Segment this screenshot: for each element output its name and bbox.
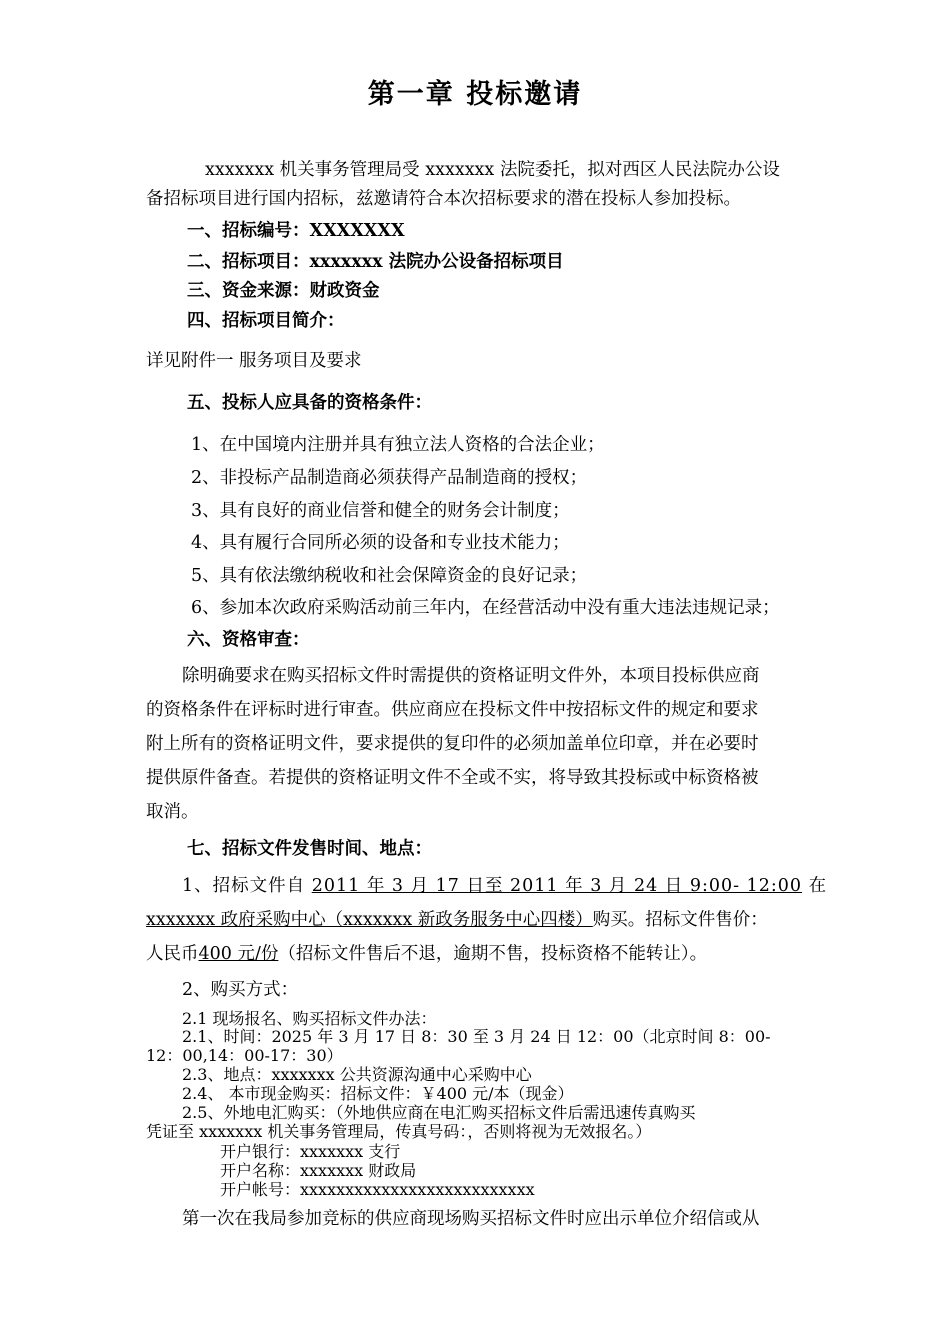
section-bid-project: 二、招标项目：xxxxxxx 法院办公设备招标项目 [187,252,564,272]
chapter-title: 第一章 投标邀请 [367,79,583,110]
review-line: 附上所有的资格证明文件，要求提供的复印件的必须加盖单位印章，并在必要时 [146,734,759,754]
purchase-line: 凭证至 xxxxxxx 机关事务管理局，传真号码：，否则将视为无效报名。） [146,1122,652,1141]
sale-line-3 [146,940,707,965]
purchase-line: 2.1、时间：2025 年 3 月 17 日 8：30 至 3 月 24 日 12：00（北京时间 8：00- [182,1027,771,1046]
review-line: 取消。 [146,802,199,822]
sale-price-label: 购买。招标文件售价： [592,910,768,930]
sale-place: xxxxxxx 政府采购中心（xxxxxxx 新政务服务中心四楼） [146,910,593,930]
purchase-heading: 2、购买方式： [182,980,299,1000]
intro-line-1: xxxxxxx 机关事务管理局受 xxxxxxx 法院委托，拟对西区人民法院办公设 [205,160,780,180]
review-line: 除明确要求在购买招标文件时需提供的资格证明文件外，本项目投标供应商 [182,666,760,686]
sale-date: 2011 年 3 月 17 日至 2011 年 3 月 24 日 9:00- 12:00 [311,876,803,896]
purchase-line: 2.1 现场报名、购买招标文件办法： [182,1009,437,1028]
section-review: 六、资格审查： [187,630,310,650]
purchase-line: 2.5、外地电汇购买：（外地供应商在电汇购买招标文件后需迅速传真购买 [182,1103,696,1122]
sale-price: 400 元/份 [198,944,279,964]
sale-note: （招标文件售后不退，逾期不售，投标资格不能转让）。 [278,944,708,964]
project-intro-body: 详见附件一 服务项目及要求 [146,351,362,371]
intro-line-2: 备招标项目进行国内招标，兹邀请符合本次招标要求的潜在投标人参加投标。 [146,189,741,209]
section-fund-source: 三、资金来源：财政资金 [187,281,380,301]
account-name: 开户名称：xxxxxxx 财政局 [220,1161,417,1180]
section-bid-number: 一、招标编号：XXXXXXX [187,221,405,241]
sale-at: 在 [808,876,828,896]
qualification-item: 4、具有履行合同所必须的设备和专业技术能力； [191,533,570,553]
section-qualifications: 五、投标人应具备的资格条件： [187,393,432,413]
qualification-item: 1、在中国境内注册并具有独立法人资格的合法企业； [191,435,605,455]
sale-currency: 人民币 [146,944,199,964]
section-project-intro: 四、招标项目简介： [187,311,345,331]
last-line: 第一次在我局参加竞标的供应商现场购买招标文件时应出示单位介绍信或从 [182,1209,760,1229]
qualification-item: 5、具有依法缴纳税收和社会保障资金的良好记录； [191,566,588,586]
purchase-line: 2.4、 本市现金购买：招标文件：￥400 元/本（现金） [182,1084,574,1103]
purchase-line: 12：00,14：00-17：30） [146,1046,343,1065]
qualification-item: 3、具有良好的商业信誉和健全的财务会计制度； [191,501,570,521]
purchase-line: 2.3、地点：xxxxxxx 公共资源沟通中心采购中心 [182,1065,532,1084]
sale-intro: 1、招标文件自 [182,876,306,896]
qualification-item: 2、非投标产品制造商必须获得产品制造商的授权； [191,468,588,488]
qualification-item: 6、参加本次政府采购活动前三年内，在经营活动中没有重大违法违规记录； [191,598,780,618]
account-number: 开户帐号：xxxxxxxxxxxxxxxxxxxxxxxxxx [220,1180,535,1199]
section-sale: 七、招标文件发售时间、地点： [187,839,432,859]
review-line: 的资格条件在评标时进行审查。供应商应在投标文件中按招标文件的规定和要求 [146,700,759,720]
bank-name: 开户银行：xxxxxxx 支行 [220,1142,401,1161]
sale-line-2 [146,906,768,931]
review-line: 提供原件备查。若提供的资格证明文件不全或不实，将导致其投标或中标资格被 [146,768,759,788]
sale-line-1 [182,872,827,897]
